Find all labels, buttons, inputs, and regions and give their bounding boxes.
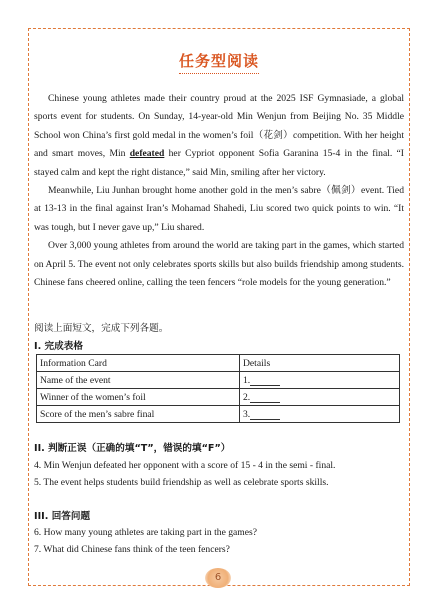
- question-6: 6. How many young athletes are taking part in the games?: [34, 527, 257, 538]
- section3-heading: III. 回答问题: [34, 511, 91, 522]
- table-cell-answer[interactable]: [240, 406, 400, 423]
- passage-paragraph-3: Over 3,000 young athletes from around the world are taking part in the games, which started on April 5. The event not only celebrates sports skills but also builds friendship among students. Chinese fans cheered online, calling the teen fencers “role models for the young generation.”: [34, 240, 404, 289]
- table-row: [37, 372, 400, 389]
- passage-paragraph-1: [34, 90, 404, 182]
- table-row: [37, 389, 400, 406]
- answer-number: 2.: [243, 391, 251, 403]
- keyword-defeated: defeated: [129, 148, 165, 160]
- page-title-text: 任务型阅读: [178, 52, 259, 70]
- section1-heading: I. 完成表格: [34, 341, 83, 352]
- question-5: 5. The event helps students build friendship as well as celebrate sports skills.: [34, 477, 329, 488]
- passage-p1-part1: Chinese young athletes made their country proud at the 2025 ISF Gymnasiade, a global sports event for students. On Sunday, 14-year-old Min Wenjun from Beijing No. 35 Middle School won China’s first gold medal in the women’s foil（花剑）competition. With her height and smart moves, Min: [34, 93, 404, 160]
- table-cell-answer[interactable]: [240, 389, 400, 406]
- table-header-right: Details: [240, 355, 400, 372]
- reading-passage: [34, 90, 404, 292]
- information-card-table: [36, 354, 400, 423]
- question-4: 4. Min Wenjun defeated her opponent with a score of 15 - 4 in the semi - final.: [34, 460, 336, 471]
- table-cell-label: Score of the men’s sabre final: [37, 406, 240, 423]
- answer-blank[interactable]: [250, 392, 280, 403]
- table-row: [37, 406, 400, 423]
- section2-heading: II. 判断正误（正确的填“T”，错误的填“F”）: [34, 443, 231, 454]
- table-header-row: [37, 355, 400, 372]
- answer-number: 3.: [243, 408, 251, 420]
- answer-number: 1.: [243, 374, 251, 386]
- table-cell-label: Name of the event: [37, 372, 240, 389]
- table-cell-answer[interactable]: [240, 372, 400, 389]
- table-header-left: Information Card: [37, 355, 240, 372]
- page-number-badge: 6: [205, 568, 231, 588]
- question-7: 7. What did Chinese fans think of the teen fencers?: [34, 544, 230, 555]
- table-cell-label: Winner of the women’s foil: [37, 389, 240, 406]
- passage-p1-part2: her Cypriot opponent Sofia Garanina 15-4 in the final. “I stayed calm and kept the right distance,” said Min, smiling after her victory.: [34, 148, 404, 178]
- answer-blank[interactable]: [250, 409, 280, 420]
- answer-blank[interactable]: [250, 375, 280, 386]
- title-underline: [179, 73, 259, 74]
- passage-paragraph-2: Meanwhile, Liu Junhan brought home another gold in the men’s sabre（佩剑）event. Tied at 13-13 in the final against Iran’s Mohamad Shahedi, Liu scored two quick points to win. “It was tough, but I never gave up,” Liu shared.: [34, 185, 404, 233]
- instruction-line: 阅读上面短文，完成下列各题。: [34, 323, 169, 334]
- page-title: [0, 50, 438, 74]
